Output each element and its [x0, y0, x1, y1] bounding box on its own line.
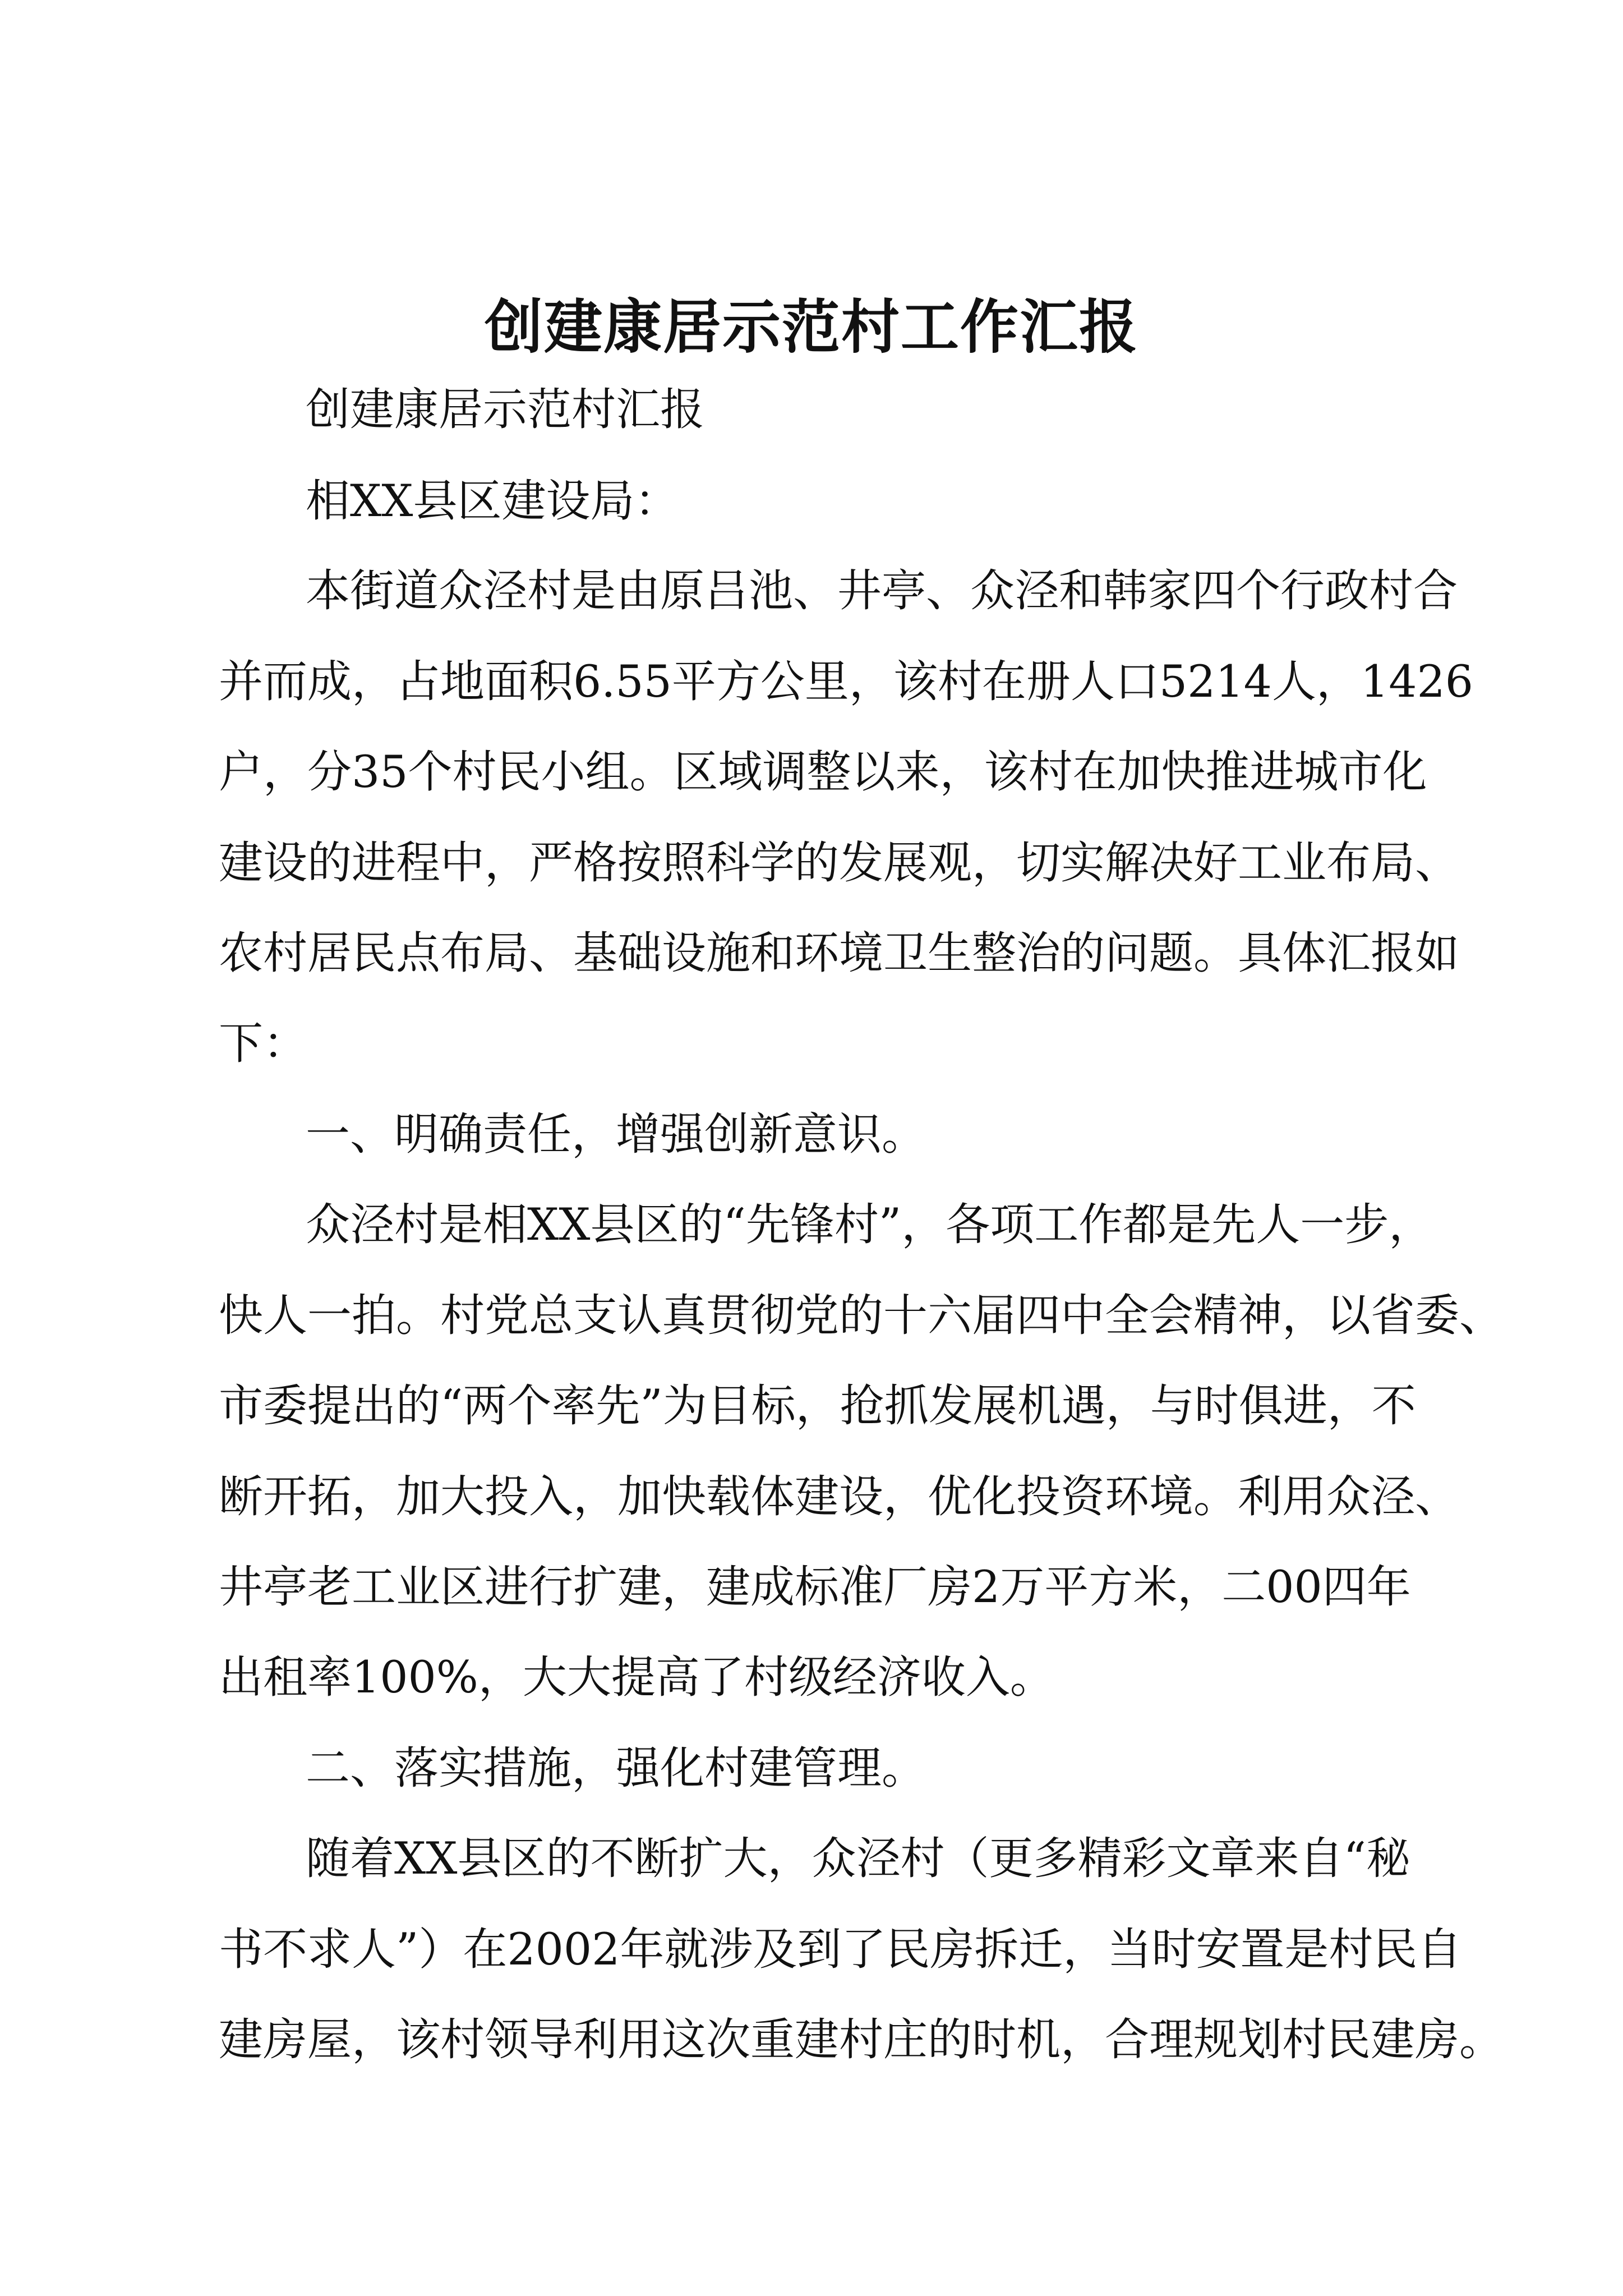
- section-heading: 一、明确责任，增强创新意识。: [306, 1108, 926, 1160]
- paragraph-line: 下：: [219, 1018, 307, 1069]
- paragraph-line: 建设的进程中，严格按照科学的发展观，切实解决好工业布局、: [219, 837, 1459, 889]
- paragraph-line: 井亭老工业区进行扩建，建成标准厂房2万平方米，二00四年: [219, 1561, 1411, 1613]
- paragraph-line: 断开拓，加大投入，加快载体建设，优化投资环境。利用众泾、: [219, 1471, 1459, 1522]
- paragraph-line: 并而成，占地面积6.55平方公里，该村在册人口5214人，1426: [219, 656, 1473, 707]
- subtitle-line: 创建康居示范村汇报: [306, 384, 704, 435]
- paragraph-line: 农村居民点布局、基础设施和环境卫生整治的问题。具体汇报如: [219, 927, 1459, 979]
- document-title: 创建康居示范村工作汇报: [484, 292, 1138, 361]
- paragraph-line: 快人一拍。村党总支认真贯彻党的十六届四中全会精神，以省委、: [219, 1290, 1504, 1341]
- paragraph-line: 书不求人”）在2002年就涉及到了民房拆迁，当时安置是村民自: [219, 1924, 1462, 1975]
- paragraph-line: 市委提出的“两个率先”为目标，抢抓发展机遇，与时俱进，不: [219, 1380, 1416, 1432]
- salutation-line: 相XX县区建设局：: [306, 475, 679, 527]
- paragraph-line: 户，分35个村民小组。区域调整以来，该村在加快推进城市化: [219, 746, 1427, 798]
- section-heading: 二、落实措施，强化村建管理。: [306, 1742, 926, 1794]
- paragraph-line: 众泾村是相XX县区的“先锋村”，各项工作都是先人一步，: [306, 1199, 1433, 1250]
- paragraph-line: 建房屋，该村领导利用这次重建村庄的时机，合理规划村民建房。: [219, 2014, 1504, 2065]
- paragraph-line: 随着XX县区的不断扩大，众泾村（更多精彩文章来自“秘: [306, 1833, 1410, 1884]
- paragraph-line: 本街道众泾村是由原吕池、井亭、众泾和韩家四个行政村合: [306, 565, 1458, 616]
- paragraph-line: 出租率100%，大大提高了村级经济收入。: [219, 1651, 1054, 1703]
